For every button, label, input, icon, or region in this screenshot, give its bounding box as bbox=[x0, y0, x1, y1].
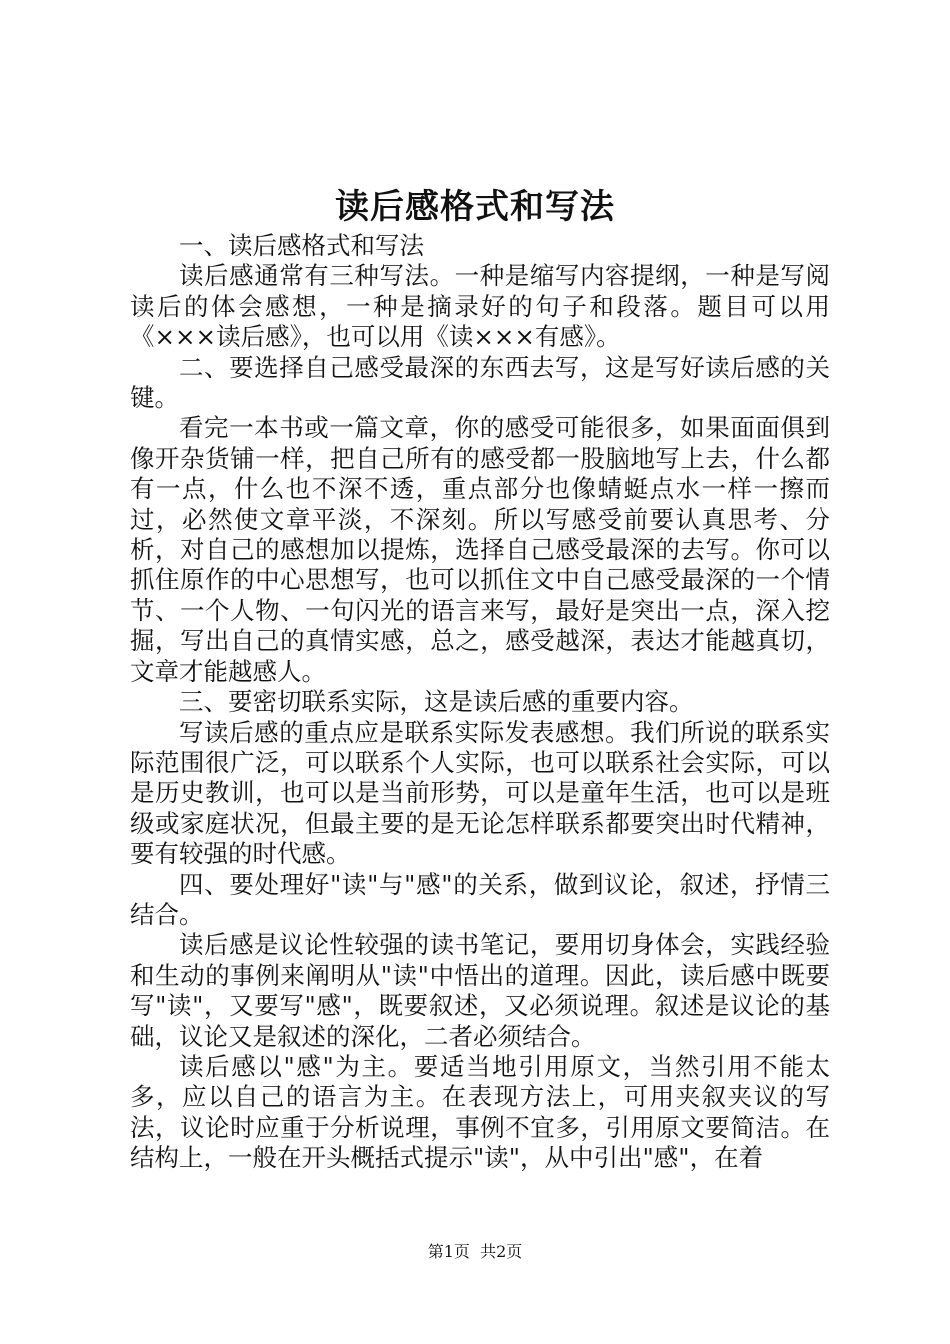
paragraph: 读后感通常有三种写法。一种是缩写内容提纲，一种是写阅读后的体会感想，一种是摘录好的句子和段落。题目可以用《×××读后感》，也可以用《读×××有感》。 bbox=[130, 261, 830, 352]
page-total: 共2页 bbox=[480, 1242, 523, 1261]
page-number: 第1页 bbox=[427, 1242, 470, 1261]
paragraph: 写读后感的重点应是联系实际发表感想。我们所说的联系实际范围很广泛，可以联系个人实际，也可以联系社会实际，可以是历史教训，也可以是当前形势，可以是童年生活，也可以是班级或家庭状况，但最主要的是无论怎样联系都要突出时代精神，要有较强的时代感。 bbox=[130, 717, 830, 869]
paragraph: 看完一本书或一篇文章，你的感受可能很多，如果面面俱到像开杂货铺一样，把自己所有的感受都一股脑地写上去，什么都有一点，什么也不深不透，重点部分也像蜻蜓点水一样一擦而过，必然使文章平淡，不深刻。所以写感受前要认真思考、分析，对自己的感想加以提炼，选择自己感受最深的去写。你可以抓住原作的中心思想写，也可以抓住文中自己感受最深的一个情节、一个人物、一句闪光的语言来写，最好是突出一点，深入挖掘，写出自己的真情实感，总之，感受越深，表达才能越真切，文章才能越感人。 bbox=[130, 413, 830, 686]
document-title: 读后感格式和写法 bbox=[335, 187, 615, 227]
section-heading-3: 三、要密切联系实际，这是读后感的重要内容。 bbox=[179, 687, 694, 717]
section-heading-1: 一、读后感格式和写法 bbox=[179, 231, 424, 260]
paragraph: 读后感是议论性较强的读书笔记，要用切身体会，实践经验和生动的事例来阐明从"读"中悟出的道理。因此，读后感中既要写"读"，又要写"感"，既要叙述，又必须说理。叙述是议论的基础，议论又是叙述的深化，二者必须结合。 bbox=[130, 930, 830, 1051]
section-heading-2: 二、要选择自己感受最深的东西去写，这是写好读后感的关键。 bbox=[130, 352, 830, 413]
page-footer bbox=[0, 1241, 950, 1263]
section-heading-4: 四、要处理好"读"与"感"的关系，做到议论，叙述，抒情三结合。 bbox=[130, 869, 830, 929]
document-body bbox=[130, 231, 830, 1174]
paragraph: 读后感以"感"为主。要适当地引用原文，当然引用不能太多，应以自己的语言为主。在表现方法上，可用夹叙夹议的写法，议论时应重于分析说理，事例不宜多，引用原文要简洁。在结构上，一般在开头概括式提示"读"，从中引出"感"，在着 bbox=[130, 1051, 830, 1173]
